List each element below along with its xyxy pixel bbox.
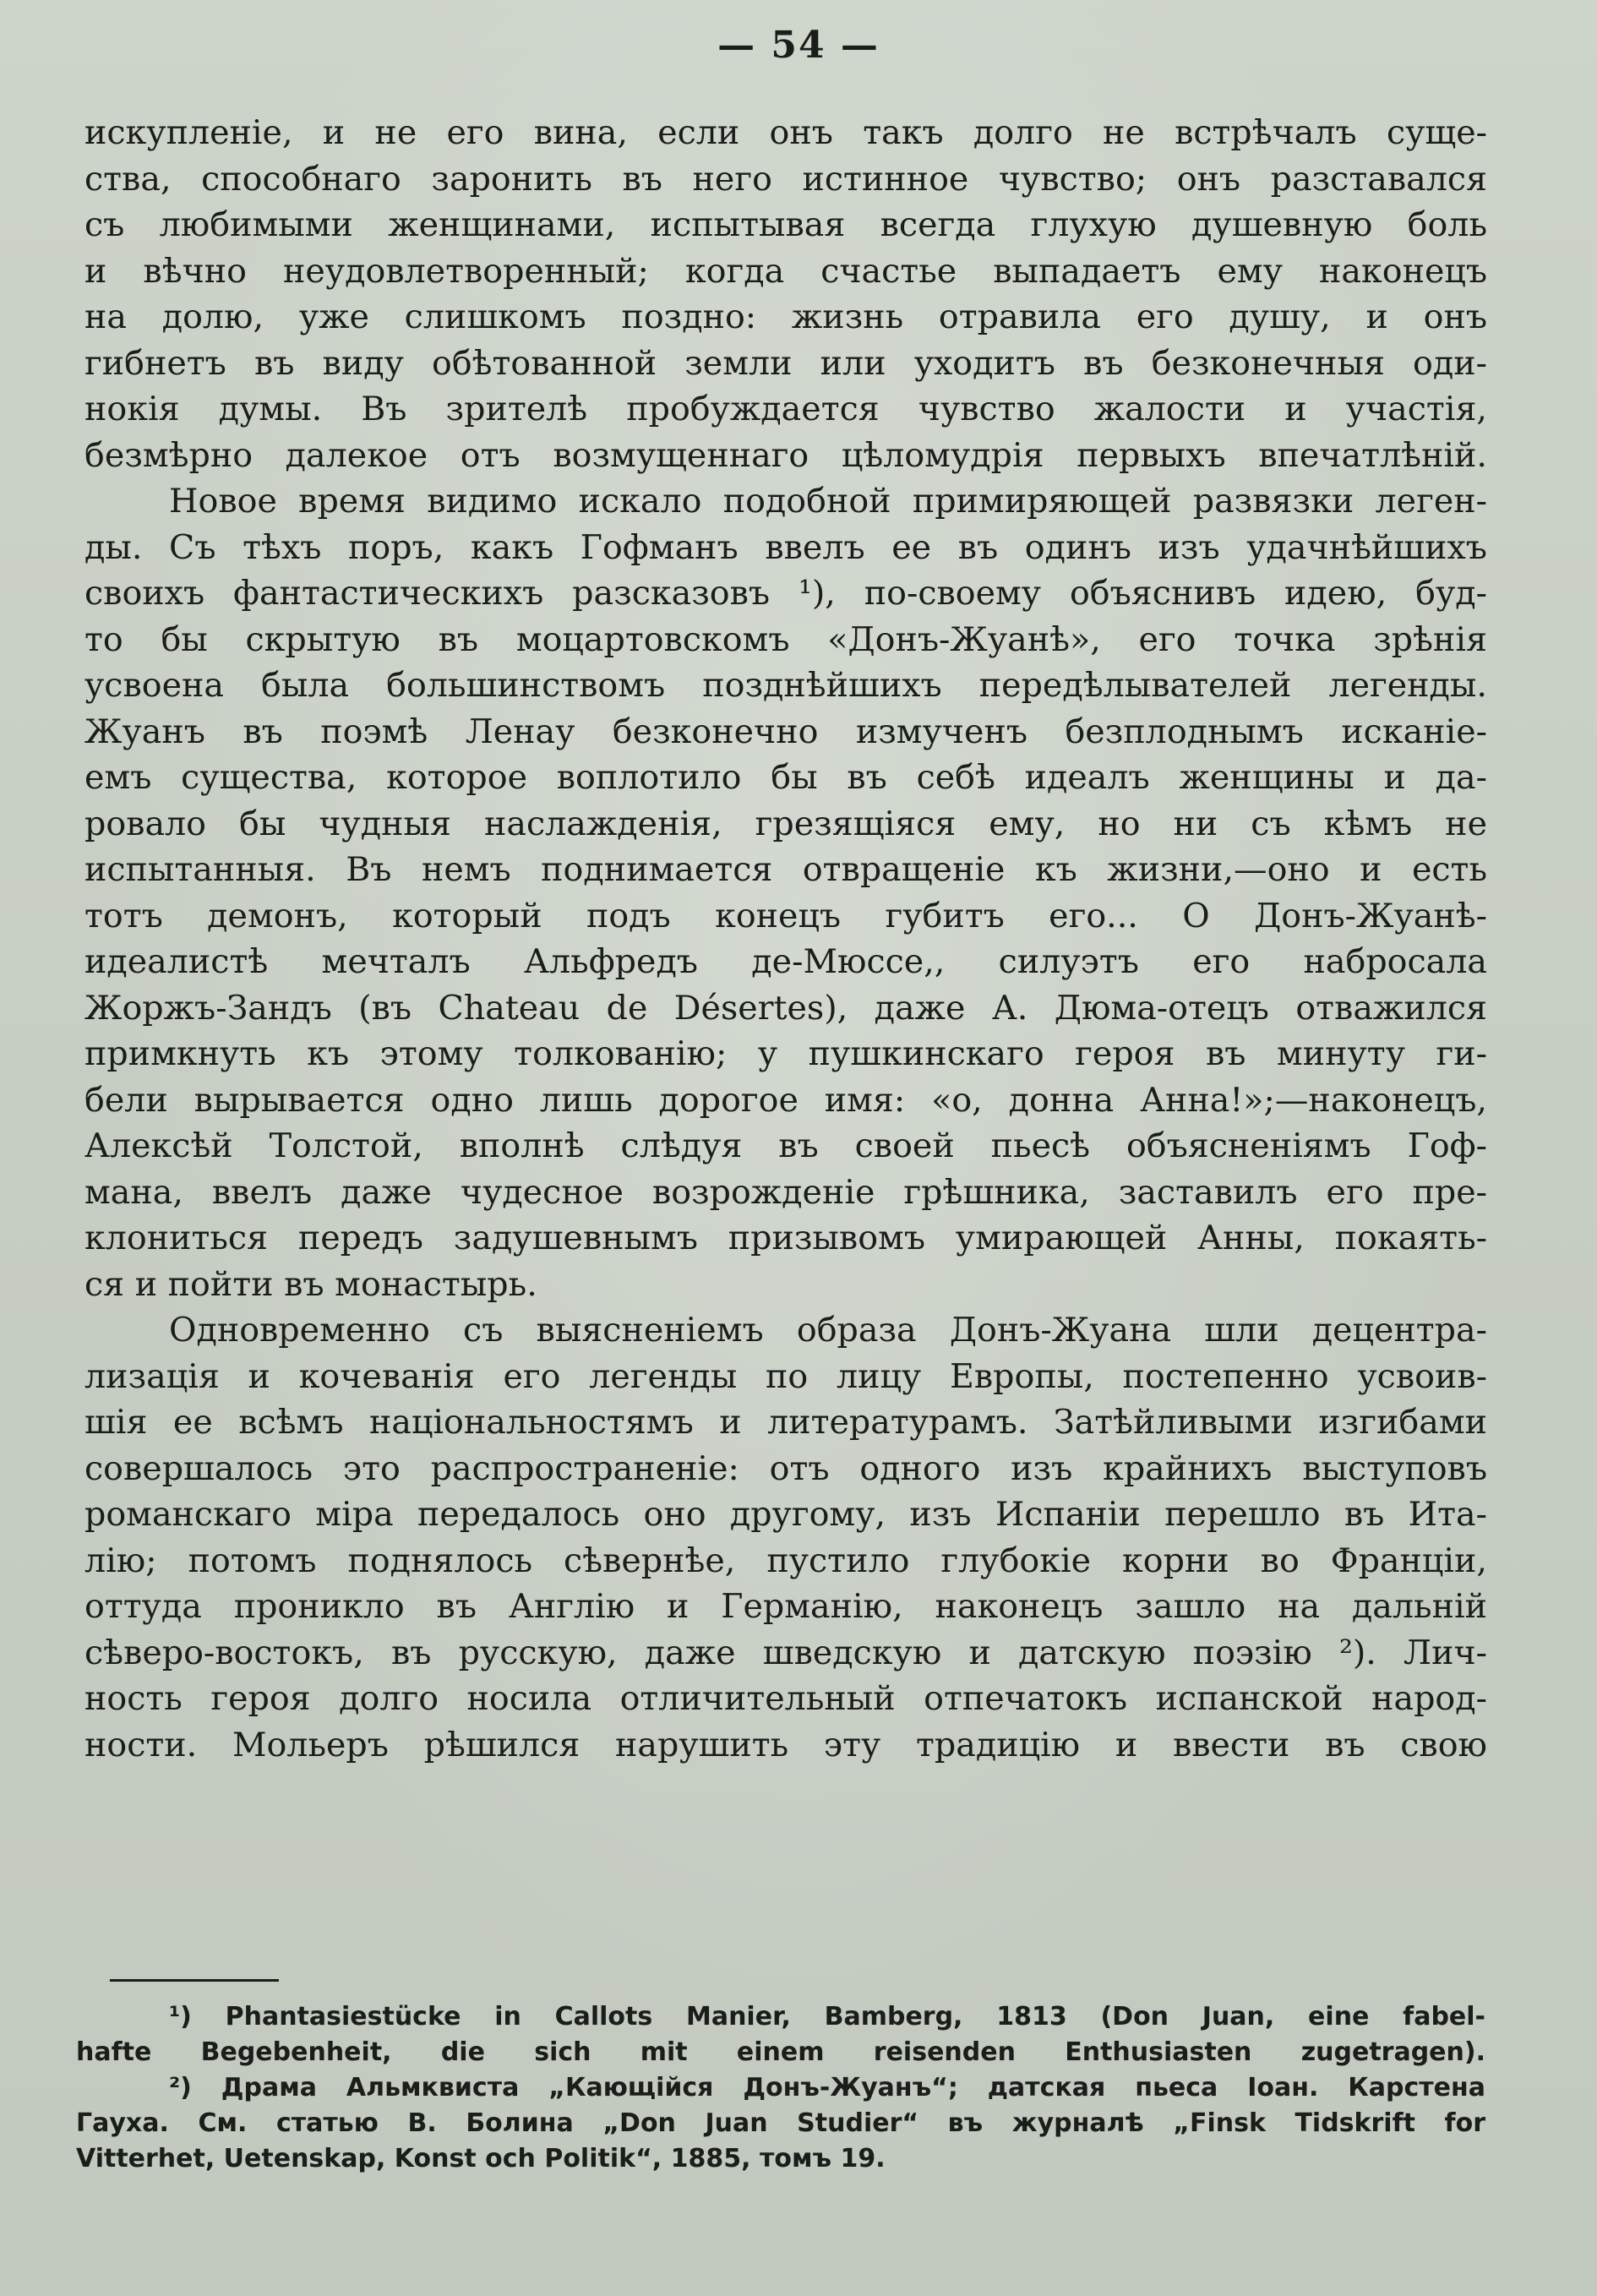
text-line: ды. Съ тѣхъ поръ, какъ Гофманъ ввелъ ее въ одинъ изъ удачнѣйшихъ xyxy=(84,527,1487,567)
text-line: лію; потомъ поднялось сѣвернѣе, пустило глубокіе корни во Франціи, xyxy=(84,1541,1487,1580)
text-line: мана, ввелъ даже чудесное возрожденіе грѣшника, заставилъ его пре- xyxy=(84,1172,1487,1212)
text-line: Новое время видимо искало подобной примиряющей развязки леген- xyxy=(169,482,1487,521)
text-line: тотъ демонъ, который подъ конецъ губитъ его... О Донъ-Жуанѣ- xyxy=(84,896,1487,935)
text-line: шія ее всѣмъ національностямъ и литературамъ. Затѣйливыми изгибами xyxy=(84,1403,1487,1442)
text-line: совершалось это распространеніе: отъ одного изъ крайнихъ выступовъ xyxy=(84,1448,1487,1488)
text-line: безмѣрно далекое отъ возмущеннаго цѣломудрія первыхъ впечатлѣній. xyxy=(84,435,1487,475)
footnote-line: hafte Begebenheit, die sich mit einem reisenden Enthusiasten zugetragen). xyxy=(76,2037,1485,2067)
text-line: оттуда проникло въ Англію и Германію, наконецъ зашло на дальній xyxy=(84,1587,1487,1626)
text-line: то бы скрытую въ моцартовскомъ «Донъ-Жуанѣ», его точка зрѣнія xyxy=(84,619,1487,659)
text-line: Одновременно съ выясненіемъ образа Донъ-Жуана шли децентра- xyxy=(169,1311,1487,1350)
text-line: усвоена была большинствомъ позднѣйшихъ передѣлывателей легенды. xyxy=(84,666,1487,705)
text-line: своихъ фантастическихъ разсказовъ ¹), по-своему объяснивъ идею, буд- xyxy=(84,574,1487,613)
text-line: нокія думы. Въ зрителѣ пробуждается чувство жалости и участія, xyxy=(84,390,1487,428)
text-line: сѣверо-востокъ, въ русскую, даже шведскую и датскую поэзію ²). Лич- xyxy=(84,1633,1487,1672)
text-line: Жуанъ въ поэмѣ Ленау безконечно измученъ безплоднымъ исканіе- xyxy=(84,712,1487,751)
footnote-line: ²) Драма Альмквиста „Кающійся Донъ-Жуанъ“; датская пьеса Іоан. Карстена xyxy=(169,2073,1485,2102)
text-line: ся и пойти въ монастырь. xyxy=(84,1264,537,1304)
footnotes xyxy=(76,1999,1485,2177)
text-line: идеалистѣ мечталъ Альфредъ де-Мюссе,, силуэтъ его набросала xyxy=(84,942,1487,981)
text-line: бели вырывается одно лишь дорогое имя: «о, донна Анна!»;—наконецъ, xyxy=(84,1080,1487,1120)
text-line: гибнетъ въ виду обѣтованной земли или уходитъ въ безконечныя оди- xyxy=(84,343,1487,383)
text-line: емъ существа, которое воплотило бы въ себѣ идеалъ женщины и да- xyxy=(84,758,1487,797)
text-line: лизація и кочеванія его легенды по лицу Европы, постепенно усвоив- xyxy=(84,1356,1487,1396)
text-line: Жоржъ-Зандъ (въ Chateau de Désertes), даже А. Дюма-отецъ отважился xyxy=(84,988,1487,1028)
footnote-divider xyxy=(110,1979,279,1982)
text-line: ность героя долго носила отличительный отпечатокъ испанской народ- xyxy=(84,1679,1487,1718)
text-line: на долю, уже слишкомъ поздно: жизнь отравила его душу, и онъ xyxy=(84,297,1487,336)
text-line: ности. Мольеръ рѣшился нарушить эту традицію и ввести въ свою xyxy=(84,1725,1487,1764)
text-line: и вѣчно неудовлетворенный; когда счастье выпадаетъ ему наконецъ xyxy=(84,251,1487,291)
footnote-line: Гауха. См. статью В. Болина „Don Juan Studier“ въ журналѣ „Finsk Tidskrift for xyxy=(76,2108,1485,2138)
text-line: романскаго міра передалось оно другому, изъ Испаніи перешло въ Ита- xyxy=(84,1495,1487,1534)
text-line: съ любимыми женщинами, испытывая всегда глухую душевную боль xyxy=(84,205,1487,244)
text-line: ровало бы чудныя наслажденія, грезящіяся ему, но ни съ кѣмъ не xyxy=(84,804,1487,843)
footnote-line: Vitterhet, Uetenskap, Konst och Politik“, 1885, томъ 19. xyxy=(76,2144,886,2173)
footnote-line: ¹) Phantasiestücke in Callots Manier, Bamberg, 1813 (Don Juan, eine fabel- xyxy=(169,2002,1485,2031)
text-line: испытанныя. Въ немъ поднимается отвращеніе къ жизни,—оно и есть xyxy=(84,850,1487,889)
text-line: искупленіе, и не его вина, если онъ такъ долго не встрѣчалъ суще- xyxy=(84,113,1487,152)
text-line: ства, способнаго заронить въ него истинное чувство; онъ разставался xyxy=(84,159,1487,199)
text-line: Алексѣй Толстой, вполнѣ слѣдуя въ своей пьесѣ объясненіямъ Гоф- xyxy=(84,1126,1487,1165)
page-number: — 54 — xyxy=(717,24,880,67)
text-line: клониться передъ задушевнымъ призывомъ умирающей Анны, покаять- xyxy=(84,1219,1487,1257)
text-line: примкнуть къ этому толкованію; у пушкинскаго героя въ минуту ги- xyxy=(84,1034,1487,1073)
main-text xyxy=(84,110,1487,1768)
